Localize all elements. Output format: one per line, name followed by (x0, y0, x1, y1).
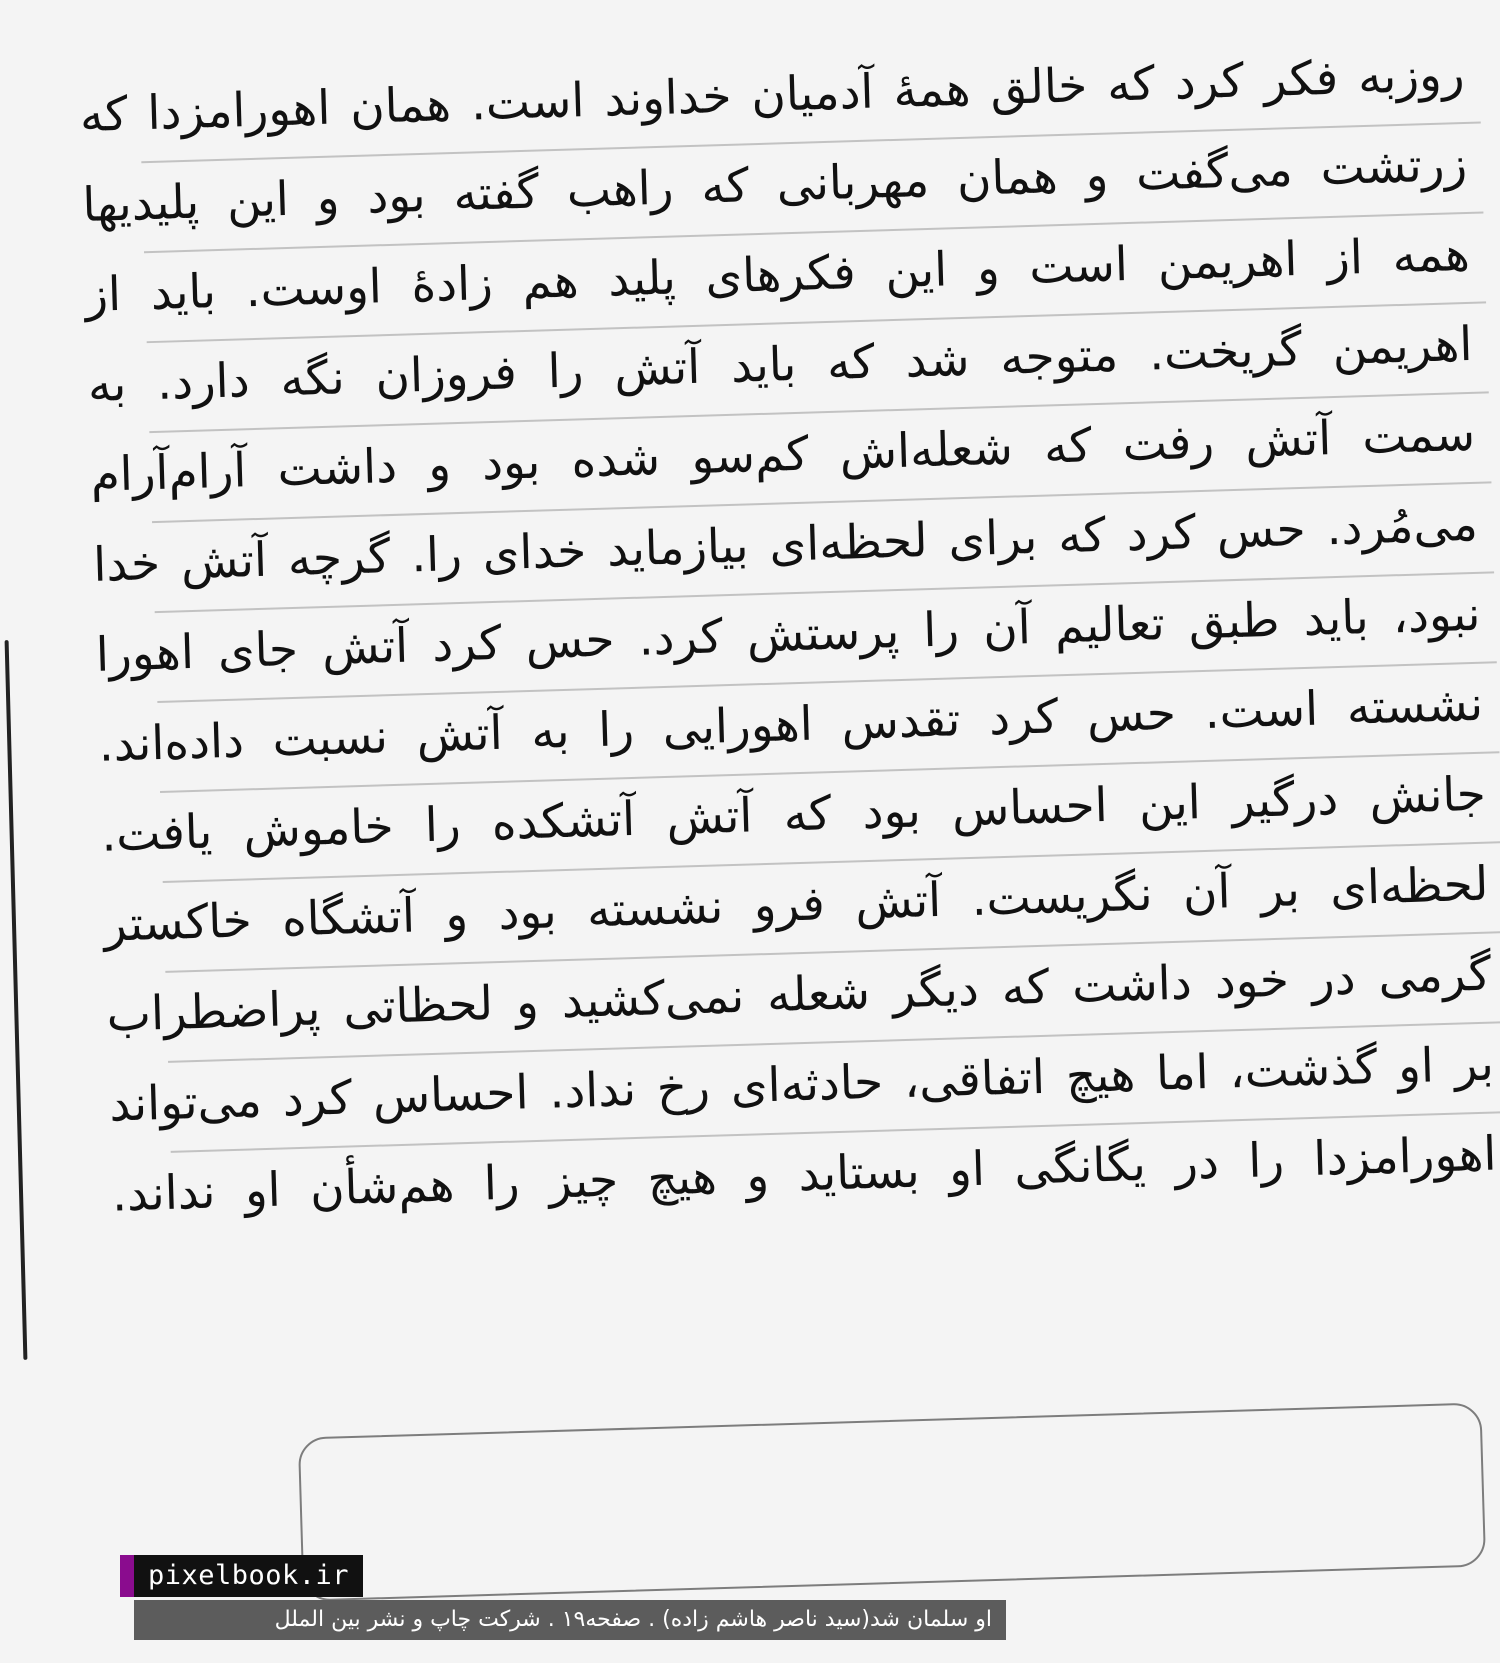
text-line-8: نشسته است. حس کرد تقدس اهورایی را به آتش نسبت داده‌اند. (97, 676, 1484, 773)
watermark-site-label: pixelbook.ir (134, 1555, 363, 1597)
text-line-9: جانش درگیر این احساس بود که آتش آتشکده را خاموش یافت. (100, 766, 1487, 863)
text-line-3: همه از اهریمن است و این فکرهای پلید هم زادهٔ اوست. باید از (84, 226, 1471, 323)
text-line-11: گرمی در خود داشت که دیگر شعله نمی‌کشید و لحظاتی پراضطراب (105, 946, 1492, 1043)
book-citation-caption: او سلمان شد(سید ناصر هاشم زاده) . صفحه۱۹ . شرکت چاپ و نشر بین الملل (134, 1600, 1006, 1640)
text-line-13: اهورامزدا را در یگانگی او بستاید و هیچ چیز را هم‌شأن او نداند. (111, 1126, 1498, 1223)
text-line-1: روزبه فکر کرد که خالق همهٔ آدمیان خداوند است. همان اهورامزدا که (79, 46, 1466, 144)
text-line-6: می‌مُرد. حس کرد که برای لحظه‌ای بیازماید خدای را. گرچه آتش خدا (92, 496, 1479, 593)
text-line-5: سمت آتش رفت که شعله‌اش کم‌سو شده بود و داشت آرام‌آرام (89, 406, 1476, 503)
text-line-12: بر او گذشت، اما هیچ اتفاقی، حادثه‌ای رخ نداد. احساس کرد می‌تواند (108, 1036, 1495, 1133)
text-line-7: نبود، باید طبق تعالیم آن را پرستش کرد. حس کرد آتش جای اهورا (95, 586, 1482, 683)
pen-highlight-box (298, 1402, 1486, 1601)
site-watermark (120, 1555, 363, 1597)
text-line-10: لحظه‌ای بر آن نگریست. آتش فرو نشسته بود و آتشگاه خاکستر (103, 856, 1490, 953)
text-line-2: زرتشت می‌گفت و همان مهربانی که راهب گفته بود و این پلیدیها (81, 136, 1468, 234)
text-line-4: اهریمن گریخت. متوجه شد که باید آتش را فروزان نگه دارد. به (87, 316, 1474, 413)
margin-pen-line (5, 640, 28, 1360)
watermark-accent-bar (120, 1555, 134, 1597)
book-text-block (79, 30, 1498, 1241)
